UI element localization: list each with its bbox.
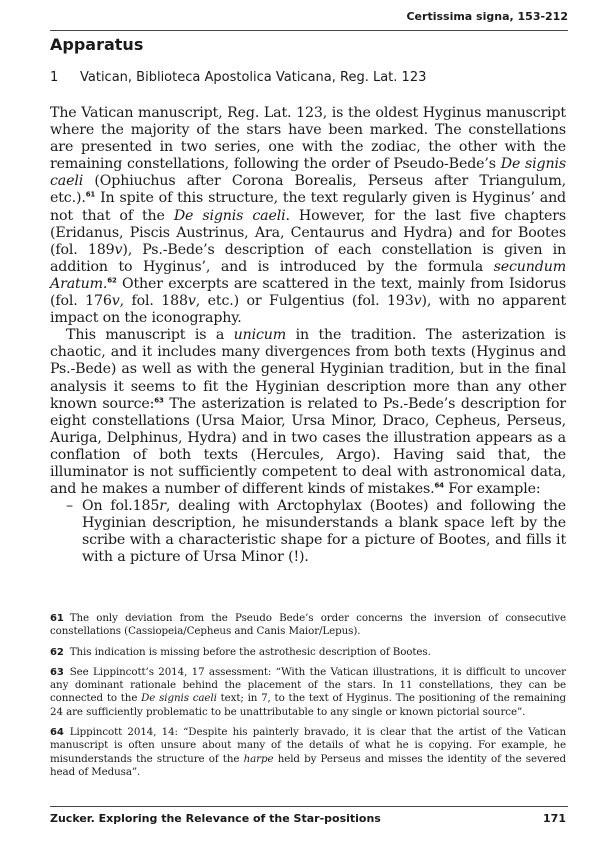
subsection-title: Vatican, Biblioteca Apostolica Vaticana, Reg. Lat. 123 [80, 70, 427, 85]
paragraph-2 [50, 327, 566, 498]
text-run: . [102, 275, 108, 292]
folio-side: v [114, 241, 123, 258]
footnote-number: 61 [50, 613, 64, 624]
paragraph-1 [50, 105, 566, 327]
footnote-text: This indication is missing before the astrothesic description of Bootes. [69, 645, 431, 658]
title-italic: De signis caeli [141, 692, 217, 705]
text-run: ), with no apparent impact on the iconography. [50, 293, 566, 327]
footnotes [50, 612, 566, 786]
main-text [50, 105, 566, 567]
footnote-number: 64 [50, 727, 64, 739]
footnote-62 [50, 646, 566, 659]
footnote-64 [50, 726, 566, 779]
text-run: In spite of this structure, the text regularly given is Hyginus’ and not that of the [50, 190, 566, 224]
dash-bullet: – [66, 498, 73, 515]
footnote-text: held by Perseus and misses the identity of the severed head of Medusa”. [50, 752, 566, 778]
footnote-text: text; in 7, to the text of Hyginus. The positioning of the remaining 24 are sufficiently problematic to be unattributable to any single or known pictorial source”. [50, 692, 566, 718]
text-run: ), Ps.-Bede’s description of each constellation is given in addition to Hyginus’, and is introduced by the formula [50, 241, 566, 275]
subsection-heading [50, 70, 426, 85]
text-run: Other excerpts are scattered in the text, mainly from Isidorus (fol. 176 [50, 275, 566, 310]
text-run: , etc.) or Fulgentius (fol. 193 [195, 293, 414, 310]
footnote-61 [50, 612, 566, 639]
footnote-number: 63 [50, 666, 64, 678]
text-run: . However, for the last five chapters (Eridanus, Piscis Austrinus, Ara, Centaurus and Hydra) and for Bootes (fol. 189 [50, 207, 566, 258]
folio-side: v [111, 293, 120, 310]
term-italic: unicum [233, 327, 287, 344]
footnote-ref-61[interactable]: 61 [85, 190, 96, 199]
text-run: For example: [443, 481, 541, 498]
text-run: , fol. 188 [119, 293, 188, 310]
text-run: (Ophiuchus after Corona Borealis, Perseus after Triangulum, etc.). [50, 173, 566, 207]
subsection-number: 1 [50, 70, 59, 85]
footnote-text: See Lippincott’s 2014, 17 assessment: “With the Vatican illustrations, it is difficult to uncover any dominant rationale behind the placement of the stars. In 11 constellations, they can be connected to the [50, 665, 566, 705]
footnote-63 [50, 666, 566, 719]
section-title: Apparatus [50, 35, 144, 54]
example-list [50, 498, 566, 566]
footnote-ref-64[interactable]: 64 [434, 481, 444, 490]
title-italic: De signis caeli [173, 207, 286, 224]
text-run: The Vatican manuscript, Reg. Lat. 123, is the oldest Hyginus manuscript where the majority of the stars have been marked. The constellations are presented in two series, one with the zodiac, the other with the remaining constellations, following the order of Pseudo-Bede’s [50, 105, 566, 173]
list-item [50, 498, 566, 566]
footnote-text: Lippincott 2014, 14: “Despite his painterly bravado, it is clear that the artist of the Vatican manuscript is often unsure about many of the details of what he is copying. For example, he misunderstands the structure of the [50, 726, 566, 765]
footnote-text: The only deviation from the Pseudo Bede’s order concerns the inversion of consecutive constellations (Cassiopeia/Cepheus and Canis Maior/Lepus). [50, 612, 566, 638]
running-head: Certissima signa, 153-212 [50, 8, 568, 31]
term-italic: harpe [243, 752, 274, 765]
page-footer [50, 806, 568, 827]
folio-side: v [187, 293, 196, 310]
text-run: This manuscript is a [66, 327, 234, 344]
formula-italic: secundum Aratum [50, 258, 566, 292]
text-run: , dealing with Arctophylax (Bootes) and following the Hyginian description, he misunderstands a blank space left by the scribe with a characteristic shape for a picture of Bootes, and fills it with a picture of Ursa Minor (!). [82, 498, 566, 566]
page-number: 171 [543, 812, 566, 825]
folio-side: v [413, 293, 422, 310]
footnote-number: 62 [50, 646, 64, 658]
text-run: The asterization is related to Ps.-Bede’s description for eight constellations (Ursa Maior, Ursa Minor, Draco, Cepheus, Perseus, Auriga, Delphinus, Hydra) and in two cases the illustration appears as a conflation of both texts (Hercules, Argo). Having said that, the illuminator is not sufficiently competent to deal with astronomical data, and he makes a number of different kinds of mistakes. [50, 395, 566, 498]
footnote-ref-62[interactable]: 62 [107, 276, 117, 285]
footnote-ref-63[interactable]: 63 [154, 395, 164, 404]
folio-side: r [159, 498, 166, 515]
title-italic: De signis caeli [50, 156, 566, 190]
footer-title: Zucker. Exploring the Relevance of the Star-positions [50, 812, 381, 825]
text-run: On fol.185 [82, 498, 160, 515]
text-run: in the tradition. The asterization is chaotic, and it includes many divergences from both texts (Hyginus and Ps.-Bede) as well as with the general Hyginian tradition, but in the final analysis it seems to fit the Hyginian description more than any other known source: [50, 327, 566, 412]
